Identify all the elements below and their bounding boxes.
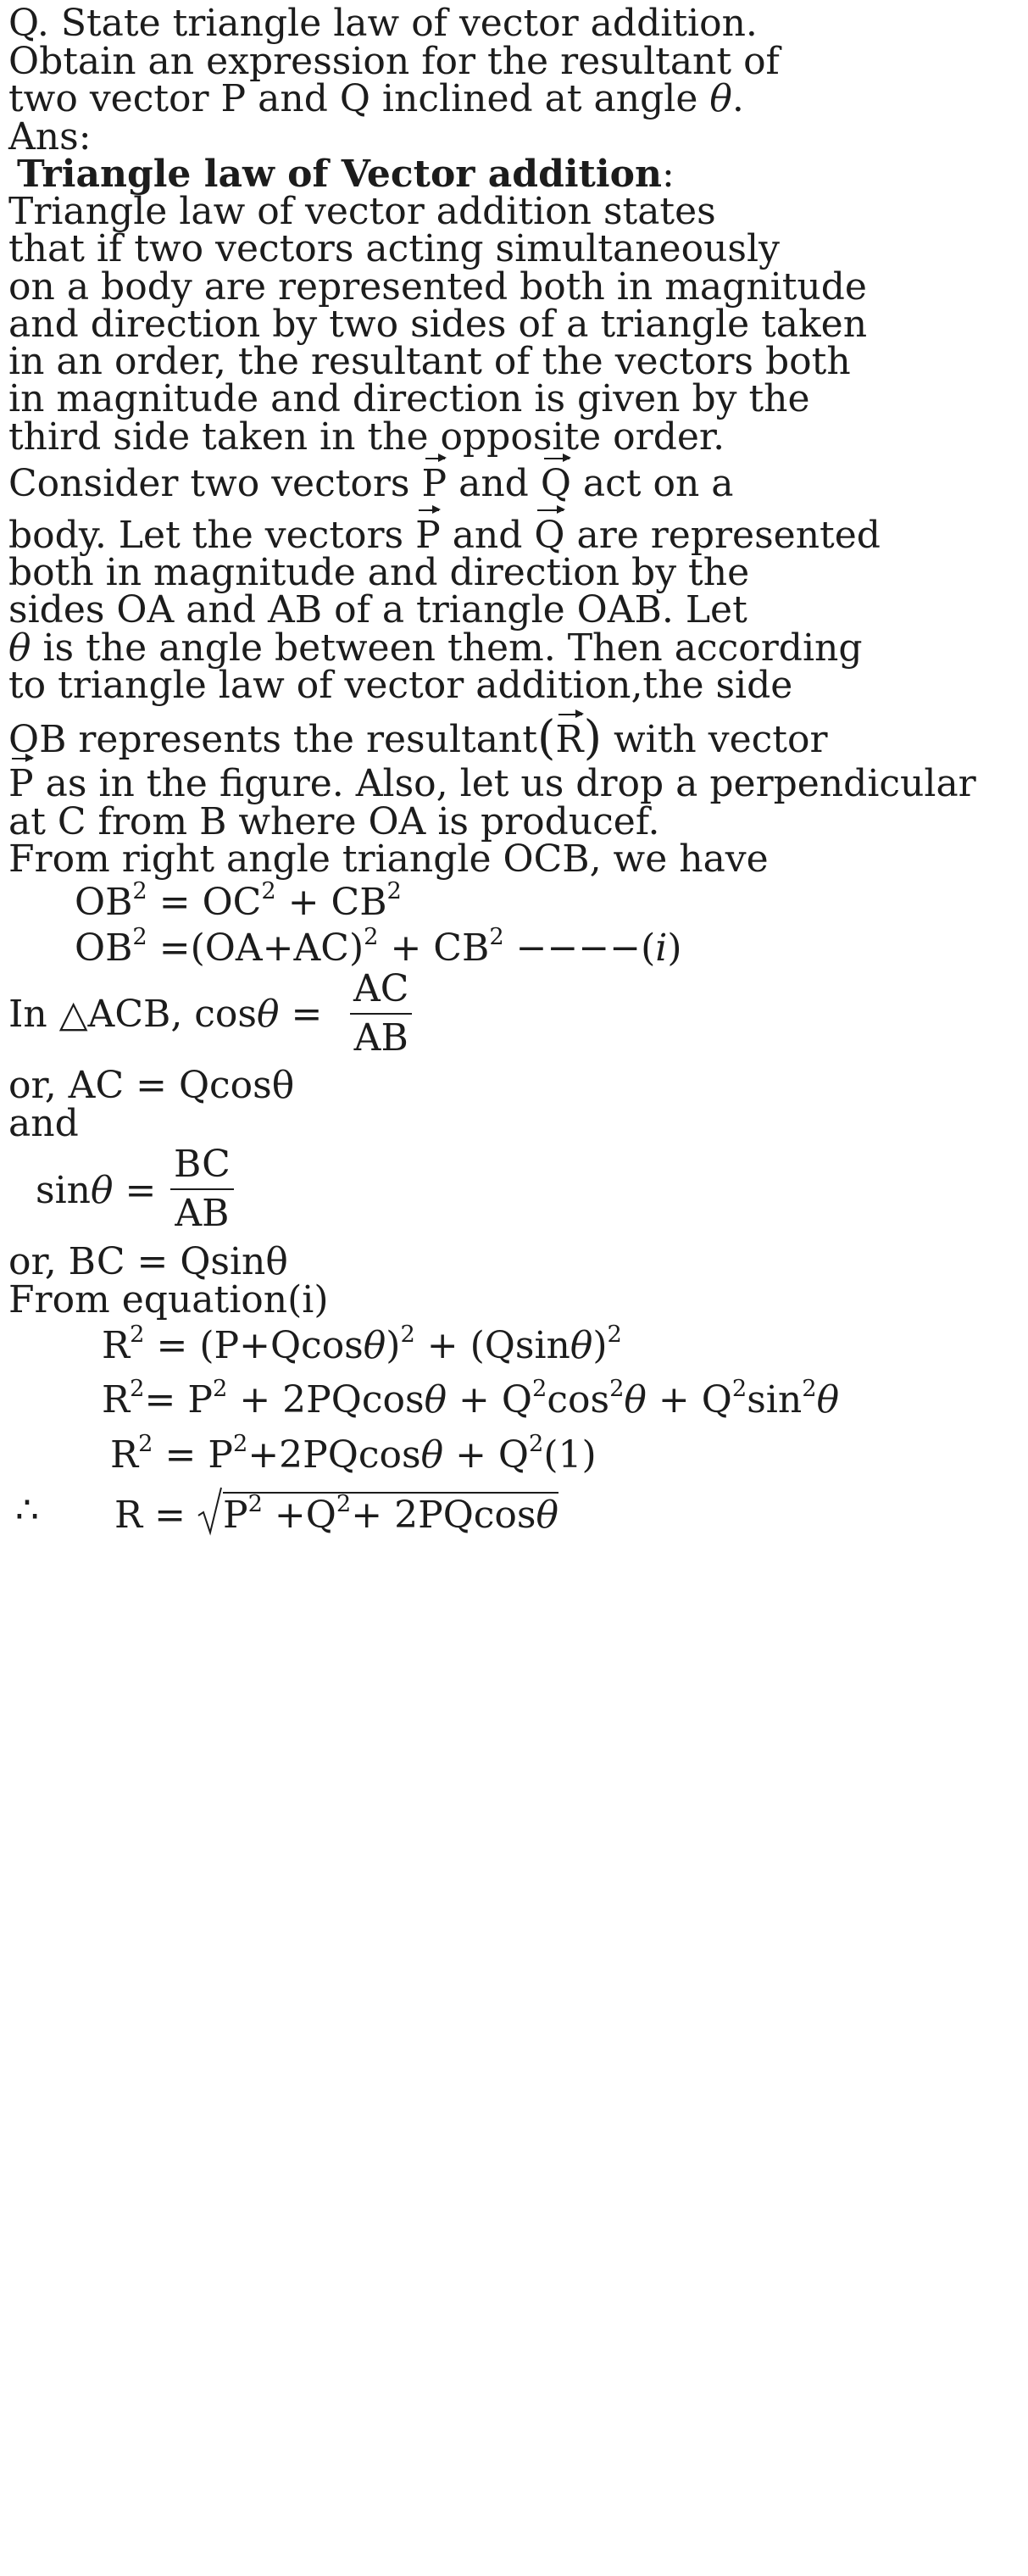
question-line-2: Obtain an expression for the resultant of [8,40,780,83]
sin-theta-line: sinθ = [36,1169,157,1212]
fraction-ac-ab: $\frac{AC}{AB}$ [350,971,412,1057]
law-statement-line: and direction by two sides of a triangle taken [8,303,868,346]
question-line-3: two vector P and Q inclined at angle θ. [8,77,744,120]
law-statement-line: third side taken in the opposite order. [8,415,725,459]
consider-line-10: From right angle triangle OCB, we have [8,837,769,881]
therefore-symbol: ∴ [15,1488,39,1532]
law-statement-line: Triangle law of vector addition states [8,190,716,233]
consider-line-9: at C from B where OA is producef. [8,800,660,843]
consider-line-1: Consider two vectors P and Q act on a [8,462,734,505]
bc-equation: or, BC = Qsinθ [8,1240,288,1283]
square-root: $P^2 +Q^2+ 2PQcos\theta$ [197,1492,558,1534]
resultant-final-formula: R = $P^2 +Q^2+ 2PQcos\theta$ [114,1492,558,1534]
and-word: and [8,1102,79,1145]
equation-ob-squared: $OB^2 = OC^2 + CB^2$ [75,877,402,924]
resultant-eq-1: $R^2 = (P+Qcos\theta)^2 + (Qsin\theta)^2$ [102,1321,622,1367]
consider-line-2: body. Let the vectors P and Q are represented [8,514,881,557]
consider-line-4: sides OA and AB of a triangle OAB. Let [8,588,747,631]
consider-line-7: OB represents the resultant(R) with vector [8,710,828,765]
answer-label: Ans: [8,115,92,159]
fraction-bc-ab: $\frac{BC}{AB}$ [170,1146,234,1232]
ac-equation: or, AC = Qcosθ [8,1064,295,1107]
consider-line-8: P as in the figure. Also, let us drop a perpendicular [8,762,976,805]
law-heading: Triangle law of Vector addition: [17,153,675,196]
question-line-1: Q. State triangle law of vector addition. [8,2,758,45]
law-statement-line: in magnitude and direction is given by the [8,377,810,420]
from-equation-label: From equation(i) [8,1278,329,1321]
resultant-eq-3: $R^2 = P^2+2PQcos\theta + Q^2(1)$ [110,1430,597,1477]
cos-theta-line: In △ACB, cosθ = [8,993,323,1036]
radical-sign-icon [197,1487,223,1536]
resultant-eq-2: $R^2= P^2 + 2PQcos\theta + Q^2\cos^2\theta + Q^2\sin^2\theta$ [102,1375,840,1422]
consider-line-6: to triangle law of vector addition,the side [8,664,793,707]
law-statement-line: that if two vectors acting simultaneously [8,227,780,270]
consider-line-3: both in magnitude and direction by the [8,551,750,594]
law-statement-line: in an order, the resultant of the vectors both [8,340,851,383]
law-statement-line: on a body are represented both in magnitude [8,265,867,309]
equation-i: $OB^2 =(OA+AC)^2 + CB^2 ----(i)$ [75,923,682,970]
consider-line-5: θ is the angle between them. Then according [8,626,863,670]
